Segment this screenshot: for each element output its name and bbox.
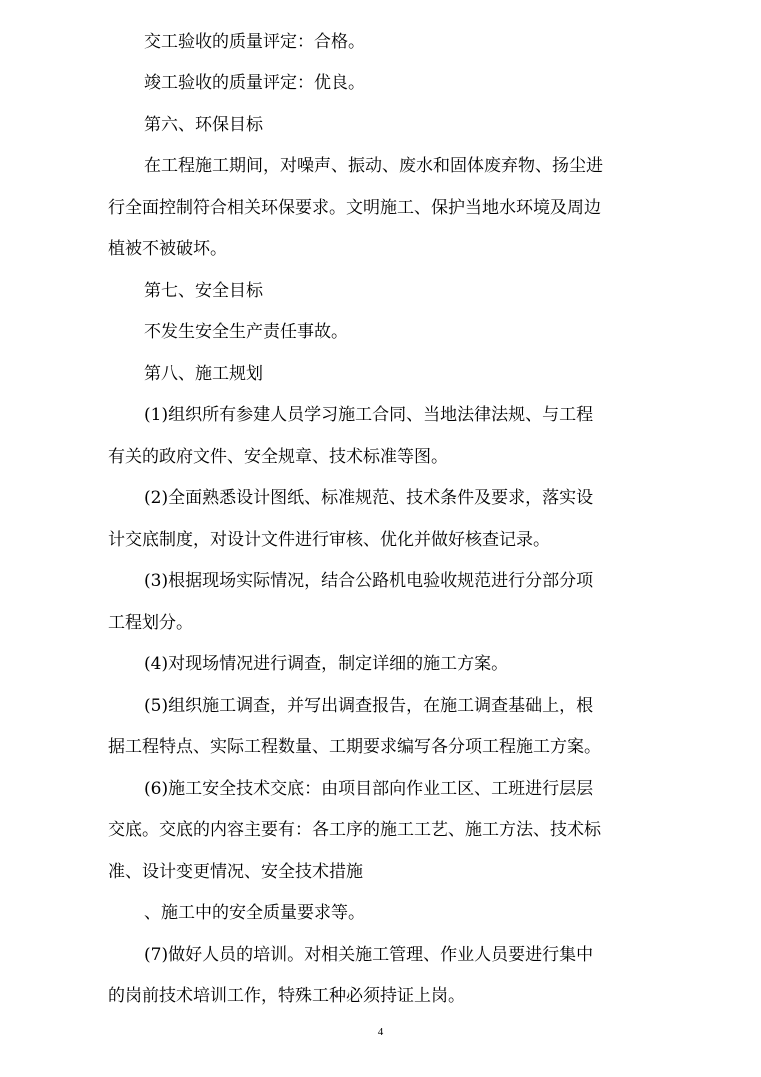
text-line: 交工验收的质量评定：合格。: [144, 32, 365, 52]
text-line: 计交底制度，对设计文件进行审核、优化并做好核查记录。: [108, 530, 550, 550]
text-line: 工程划分。: [108, 613, 193, 633]
text-line: 竣工验收的质量评定：优良。: [144, 73, 365, 93]
text-line: 准、设计变更情况、安全技术措施: [108, 862, 363, 882]
page-number: 4: [377, 1026, 384, 1038]
text-line: (7)做好人员的培训。对相关施工管理、作业人员要进行集中: [144, 945, 594, 965]
text-line: (2)全面熟悉设计图纸、标准规范、技术条件及要求，落实设: [144, 488, 594, 508]
text-line: 在工程施工期间，对噪声、振动、废水和固体废弃物、扬尘进: [144, 156, 603, 176]
text-line: (5)组织施工调查，并写出调查报告，在施工调查基础上，根: [144, 696, 594, 716]
section-heading: 第六、环保目标: [144, 115, 263, 135]
section-heading: 第七、安全目标: [144, 281, 263, 301]
text-line: (4)对现场情况进行调查，制定详细的施工方案。: [144, 654, 509, 674]
text-line: 不发生安全生产责任事故。: [144, 322, 348, 342]
text-line: (6)施工安全技术交底：由项目部向作业工区、工班进行层层: [144, 779, 594, 799]
text-line: 行全面控制符合相关环保要求。文明施工、保护当地水环境及周边: [108, 198, 601, 218]
section-heading: 第八、施工规划: [144, 364, 263, 384]
text-line: 植被不被破坏。: [108, 239, 227, 259]
text-line: 交底。交底的内容主要有：各工序的施工工艺、施工方法、技术标: [108, 820, 601, 840]
text-line: (3)根据现场实际情况，结合公路机电验收规范进行分部分项: [144, 571, 594, 591]
text-line: 的岗前技术培训工作，特殊工种必须持证上岗。: [108, 986, 465, 1006]
text-line: 有关的政府文件、安全规章、技术标准等图。: [108, 447, 448, 467]
text-line: 据工程特点、实际工程数量、工期要求编写各分项工程施工方案。: [108, 737, 601, 757]
text-line: 、施工中的安全质量要求等。: [144, 903, 365, 923]
text-line: (1)组织所有参建人员学习施工合同、当地法律法规、与工程: [144, 405, 594, 425]
